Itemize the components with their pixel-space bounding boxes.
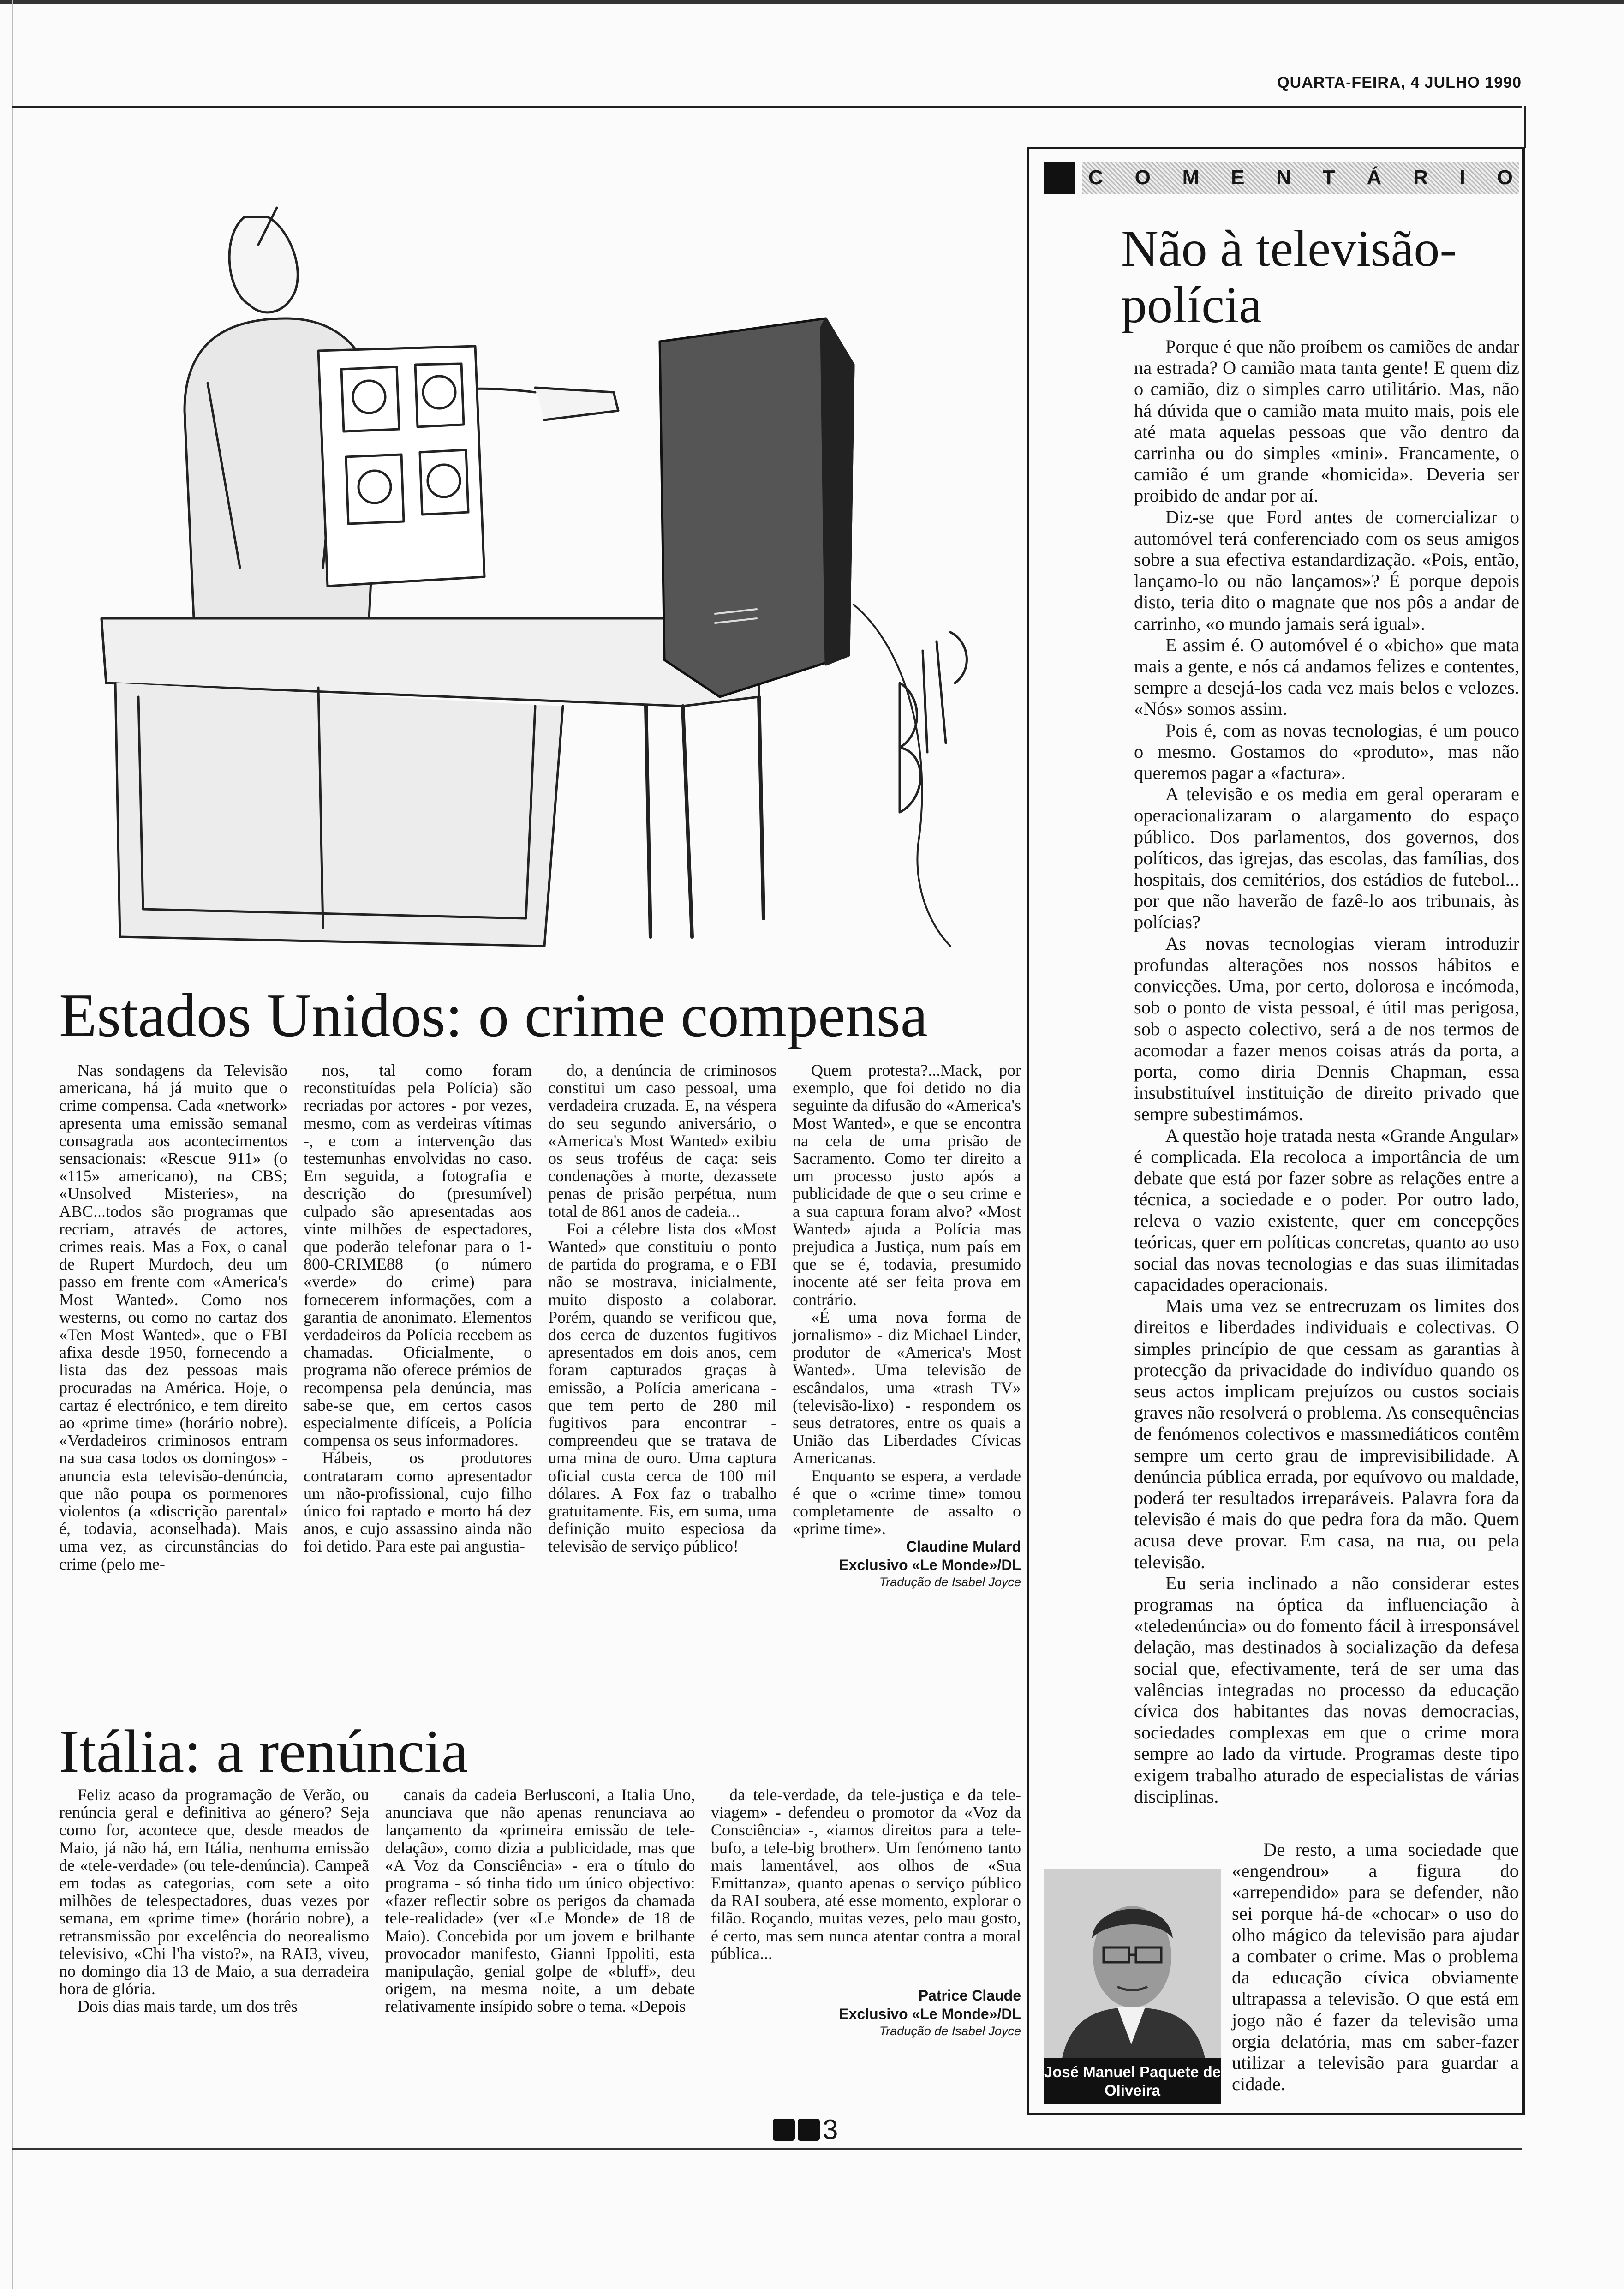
comment-band — [1044, 162, 1519, 194]
article2-column — [59, 1786, 369, 2072]
comment-band-letter: O — [1134, 166, 1151, 189]
dl-logo-icon — [798, 2119, 820, 2141]
comment-paragraph: A questão hoje tratada nesta «Grande Angular» é complicada. Ela recoloca a importância de um debate que está por fazer sobre as relações entre a técnica, a sociedade e o poder. Por outro lado, releva o vazio existente, quer em concepções teóricas, quer em políticas concretas, quanto ao uso social das novas tecnologias e das suas ilimitadas capacidades operacionais. — [1134, 1125, 1519, 1295]
page-left-edge — [12, 0, 13, 2289]
article-column — [548, 1061, 776, 1708]
comment-band-letter: O — [1497, 166, 1513, 189]
comment-closing — [1232, 1839, 1519, 2095]
article-translation: Tradução de Isabel Joyce — [879, 1575, 1021, 1589]
page-top-edge — [0, 0, 1624, 4]
page-number: 3 — [823, 2114, 838, 2145]
comment-paragraph: Eu seria inclinado a não considerar estes programas na óptica da influenciação à «teledenúncia» ou do fomento fácil à irresponsável delação, mas destinados à socialização da defesa social que, efectivamente, terá de ser uma das valências integradas no processo da educação cívica dos habitantes das novas democracias, sociedades complexas em que o crime mora sempre ao lado da virtude. Programas deste tipo exigem trabalho aturado de especialistas de várias disciplinas. — [1134, 1572, 1519, 1807]
article-paragraph: do, a denúncia de criminosos constitui um caso pessoal, uma verdadeira cruzada. E, na véspera do seu segundo aniversário, o «America's Most Wanted» exibiu os seus troféus de caça: seis condenações à morte, dezassete penas de prisão perpétua, num total de 861 anos de cadeia... — [548, 1061, 776, 1221]
dl-logo-icon — [773, 2119, 795, 2141]
article2-headline: Itália: a renúncia — [59, 1717, 468, 1785]
comment-band-letter: M — [1182, 166, 1200, 189]
article2-paragraph: Dois dias mais tarde, um dos três — [78, 1997, 298, 2016]
article-paragraph: Nas sondagens da Televisão americana, há já muito que o crime compensa. Cada «network» apresenta uma emissão semanal consagrada aos acontecimentos sensacionais: «Rescue 911» (o «115» americano), na CBS; «Unsolved Misteries», na ABC...todos são programas que recriam, através de actores, crimes reais. Mas a Fox, o canal de Rupert Murdoch, deu um passo em frente com «America's Most Wanted». Como nos westerns, ou como no cartaz dos «Ten Most Wanted», que o FBI afixa desde 1950, fornecendo a lista das dez pessoas mais procuradas na América. Hoje, o cartaz é electrónico, e tem direito ao «prime time» (horário nobre). «Verdadeiros criminosos entram na sua casa todos os domingos» - anuncia esta televisão-denúncia, que não poupa os pormenores violentos (a «discrição parental» é, todavia, aconselhada). Mais uma vez, as circunstâncias do crime (pelo me- — [59, 1061, 287, 1573]
comment-band-block — [1044, 162, 1075, 194]
comment-band-letter: T — [1322, 166, 1335, 189]
comment-paragraph: De resto, a uma sociedade que «engendrou» a figura do «arrependido» para se defender, não sei porque há-de «chocar» o uso do olho mágico da televisão para ajudar a combater o crime. Mas o problema da educação cívica obviamente ultrapassa a televisão. O que está em jogo não é fazer da televisão uma orgia delatória, mas em saber-fazer utilizar a televisão para guardar a cidade. — [1232, 1839, 1519, 2095]
cartoon-illustration — [46, 152, 992, 955]
author-photo — [1044, 1869, 1221, 2104]
comment-band-letter: C — [1088, 166, 1103, 189]
article-paragraph: Foi a célebre lista dos «Most Wanted» que constituiu o ponto de partida do programa, e o FBI não se mostrava, inicialmente, muito disposto a colaborar. Porém, quando se verificou que, dos cerca de duzentos fugitivos apresentados em dois anos, cem foram capturados graças à emissão, a Polícia americana - que tem perto de 280 mil fugitivos para encontrar - compreendeu que se tratava de uma mina de ouro. Uma captura oficial custa cerca de 100 mil dólares. A Fox faz o trabalho gratuitamente. Eis, em suma, uma definição muito especiosa da televisão de serviço público! — [548, 1219, 776, 1556]
article2-author: Patrice Claude — [918, 1987, 1021, 2004]
comment-paragraph: Porque é que não proíbem os camiões de andar na estrada? O camião mata tanta gente! E quem diz o camião, diz o simples carro utilitário. Mas, não há dúvida que o camião mata muito mais, pois ele até mata aquelas pessoas que vão dentro da carrinha ou do simples «mini». Francamente, o camião é um grande «homicida». Deveria ser proibido de andar por aí. — [1134, 336, 1519, 506]
comment-title: Não à televisão-polícia — [1121, 220, 1457, 334]
comment-band-label — [1082, 162, 1519, 194]
article-paragraph: Hábeis, os produtores contrataram como apresentador um não-profissional, cujo filho único foi raptado e morto há dez anos, e cujo assassino ainda não foi detido. Para este pai angustia- — [304, 1449, 532, 1556]
comment-band-letter: Á — [1367, 166, 1382, 189]
page-date: QUARTA-FEIRA, 4 JULHO 1990 — [1277, 74, 1522, 91]
article-author: Claudine Mulard — [906, 1538, 1021, 1555]
article-paragraph: «É uma nova forma de jornalismo» - diz Michael Linder, produtor de «America's Most Wanted». Uma televisão de escândalos, uma «trash TV» (televisão-lixo) - respondem os seus detratores, entre os quais a União das Liberdades Cívicas Americanas. — [793, 1307, 1021, 1468]
comment-body — [1134, 336, 1519, 1807]
article-body — [59, 1061, 1021, 1708]
article-source: Exclusivo «Le Monde»/DL — [839, 1557, 1021, 1574]
article-column — [793, 1061, 1021, 1708]
comment-paragraph: E assim é. O automóvel é o «bicho» que mata mais a gente, e nós cá andamos felizes e contentes, sempre a desejá-los cada vez mais belos e velozes. «Nós» somos assim. — [1134, 634, 1519, 719]
comment-paragraph: As novas tecnologias vieram introduzir profundas alterações nos nossos hábitos e convicções. Uma, por certo, dolorosa e incómoda, sob o ponto de vista pessoal, é útil mas perigosa, sob o aspecto colectivo, será a de nos termos de acomodar a fazer menos coisas atrás da porta, a porta, como diria Dennis Chapman, essa insubstituível instituição de direito privado que sempre subestimámos. — [1134, 933, 1519, 1125]
comment-paragraph: Pois é, com as novas tecnologias, é um pouco o mesmo. Gostamos do «produto», mas não queremos pagar a «factura». — [1134, 719, 1519, 784]
comment-band-letter: N — [1276, 166, 1291, 189]
photo-caption: José Manuel Paquete de Oliveira — [1044, 2058, 1221, 2104]
footer-rule — [12, 2148, 1522, 2150]
comment-band-letter: I — [1459, 166, 1465, 189]
article-paragraph: Quem protesta?...Mack, por exemplo, que foi detido no dia seguinte da difusão do «America's Most Wanted», e que se encontra na cela de uma prisão de Sacramento. Como ter direito a um processo justo após a publicidade de que o seu crime e a sua captura foram alvo? «Most Wanted» ajuda a Polícia mas prejudica a Justiça, num país em que se é, todavia, presumido inocente até ser feita prova em contrário. — [793, 1061, 1021, 1309]
comment-band-letter: E — [1231, 166, 1245, 189]
comment-paragraph: Diz-se que Ford antes de comercializar o automóvel terá conferenciado com os seus amigos sobre a sua efectiva estandardização. «Pois, então, lançamo-lo ou não lançamos»? É porque depois disto, teria dito o magnate que nos pôs a andar de carrinho, «o mundo jamais será igual». — [1134, 506, 1519, 634]
comment-paragraph: Mais uma vez se entrecruzam os limites dos direitos e liberdades individuais e colectivas. O simples princípio de que cessam as garantias à protecção da privacidade do indivíduo quando os seus actos implicam prejuízos ou custos sociais graves não resolverá o problema. As consequências de fenómenos colectivos e massmediáticos contêm sempre um certo grau de imprevisibilidade. A denúncia pública errada, por equívovo ou maldade, poderá ter resultados irreparáveis. Palavra fora da televisão é mais do que pedra fora da mão. Quem acusa deve provar. Em casa, na rua, ou pela televisão. — [1134, 1295, 1519, 1572]
article2-body — [59, 1786, 1021, 2072]
article-column — [59, 1061, 287, 1708]
article-column — [304, 1061, 532, 1708]
article2-source: Exclusivo «Le Monde»/DL — [839, 2006, 1021, 2023]
author-portrait-image — [1044, 1869, 1221, 2058]
header-rule-vertical — [1524, 106, 1526, 148]
article-headline: Estados Unidos: o crime compensa — [59, 981, 928, 1049]
page-footer — [773, 2114, 838, 2145]
article2-paragraph: Feliz acaso da programação de Verão, ou renúncia geral e definitiva ao género? Seja como for, acontece que, desde meados de Maio, já não há, em Itália, nenhuma emissão de «tele-verdade» (ou tele-denúncia). Campeã em todas as categorias, com sete a oito milhões de telespectadores, duas vezes por semana, em «prime time» (horário nobre), a retransmissão por excelência do neorealismo televisivo, «Chi l'ha visto?», na RAI3, viveu, no domingo dia 13 de Maio, a sua derradeira hora de glória. — [59, 1786, 369, 1998]
article2-column — [711, 1786, 1021, 2072]
article-paragraph: Enquanto se espera, a verdade é que o «crime time» tomou completamente de assalto o «prime time». — [793, 1466, 1021, 1538]
header-rule — [12, 106, 1522, 108]
article2-translation: Tradução de Isabel Joyce — [879, 2024, 1021, 2038]
comment-paragraph: A televisão e os media em geral operaram e operacionalizaram o alargamento do espaço público. Dos parlamentos, dos governos, dos políticos, das igrejas, das escolas, das famílias, dos hospitais, dos cemitérios, dos estádios de futebol... por que não haverão de fazê-lo aos tribunais, às polícias? — [1134, 784, 1519, 933]
article2-paragraph: canais da cadeia Berlusconi, a Italia Uno, anunciava que não apenas renunciava ao lançamento da «primeira emissão de tele-delação», como dizia a publicidade, mas que «A Voz da Consciência» - era o título do programa - só tinha tido um único objectivo: «fazer reflectir sobre os perigos da chamada tele-realidade» (ver «Le Monde» de 18 de Maio). Concebida por um jovem e brilhante provocador manifesto, Gianni Ippoliti, esta manipulação, genial golpe de «bluff», deu origem, na mesma noite, a um debate relativamente insípido sobre o tema. «Depois — [385, 1786, 695, 2016]
article2-paragraph: da tele-verdade, da tele-justiça e da tele-viagem» - defendeu o promotor da «Voz da Consciência» -, «iamos direitos para a tele-bufo, a tele-big brother». Um fenómeno tanto mais lamentável, aos olhos de «Sua Emittanza», quanto apenas o serviço público da RAI soubera, até esse momento, explorar o filão. Roçando, muitas vezes, pelo mau gosto, é certo, mas sem nunca atentar contra a moral pública... — [711, 1786, 1021, 1963]
article2-column — [385, 1786, 695, 2072]
article-paragraph: nos, tal como foram reconstituídas pela Polícia) são recriadas por actores - por vezes, mesmo, com as verdeiras vítimas -, e com a intervenção das testemunhas envolvidas no caso. Em seguida, a fotografia e descrição do (presumível) culpado são apresentadas aos vinte milhões de espectadores, que poderão telefonar para o 1-800-CRIME88 (o número «verde» do crime) para fornecerem informações, com a garantia de anonimato. Elementos verdadeiros da Polícia recebem as chamadas. Oficialmente, o programa não oferece prémios de recompensa pela denúncia, mas sabe-se que, em certos casos especialmente difíceis, a Polícia compensa os seus informadores. — [304, 1061, 532, 1450]
comment-band-letter: R — [1413, 166, 1428, 189]
